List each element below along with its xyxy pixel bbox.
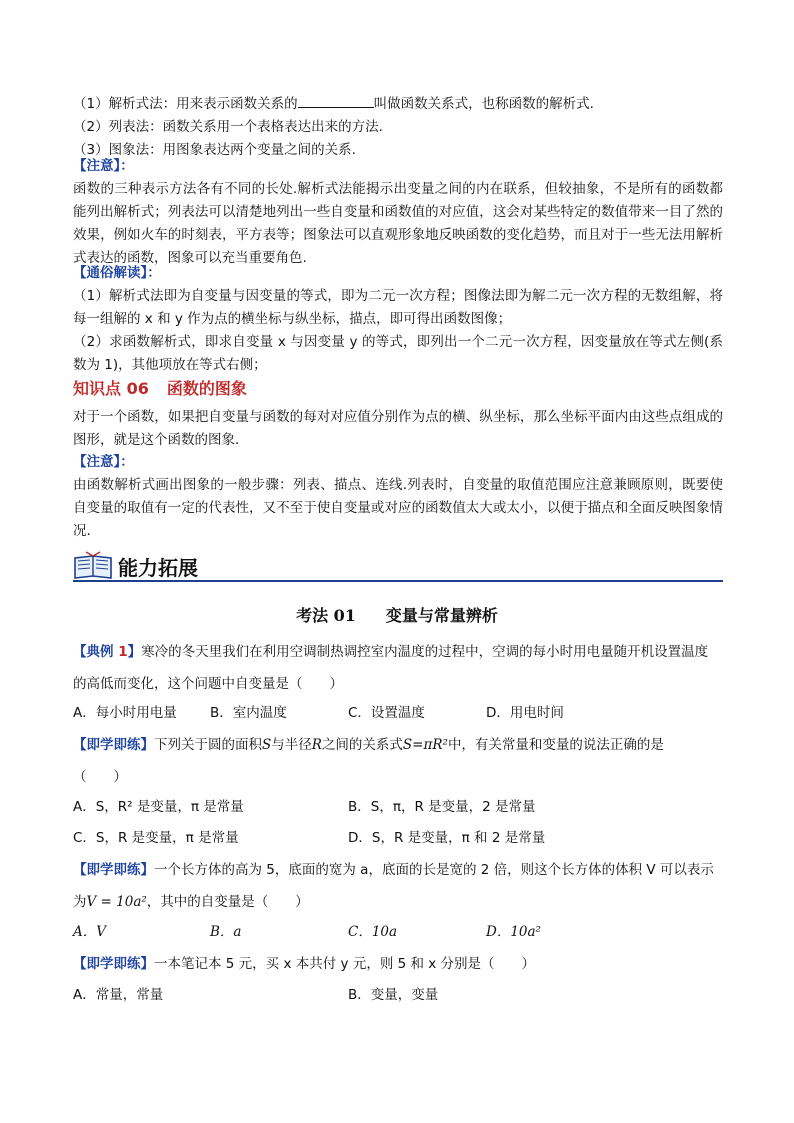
practice-2-text-c: 之间的关系式 — [321, 737, 403, 753]
option-a[interactable]: A．常量，常量 — [73, 987, 164, 1003]
banner-divider — [73, 580, 723, 582]
example-text-2: 的高低而变化，这个问题中自变量是（ ） — [73, 676, 343, 692]
kp-title: 函数的图象 — [166, 379, 247, 398]
practice-3-text-2b: ，其中的自变量是（ ） — [146, 894, 309, 910]
kp06-content — [73, 406, 723, 452]
practice-2-text-a: 下列关于圆的面积 — [154, 737, 262, 753]
practice-3-text-1: 一个长方体的高为 5，底面的宽为 a，底面的长是宽的 2 倍，则这个长方体的体积 V 可以表示 — [154, 862, 714, 878]
practice-2-text-b: 与半径 — [271, 737, 312, 753]
knowledge-point-heading — [73, 376, 247, 399]
option-c[interactable]: C．10a — [348, 924, 398, 940]
example-number: 1 — [118, 644, 128, 660]
method-name: 变量与常量辨析 — [385, 606, 498, 625]
practice-3-text-2a: 为 — [73, 894, 87, 910]
option-b[interactable]: B．室内温度 — [210, 705, 287, 721]
plain-label: 【通俗解读】 — [73, 265, 148, 281]
method-title — [0, 603, 794, 626]
practice-label: 【即学即练】 — [73, 862, 154, 878]
practice-label: 【即学即练】 — [73, 956, 154, 972]
plain-p2: （2）求函数解析式，即求自变量 x 与因变量 y 的等式，即列出一个二元一次方程，因变量放在等式左侧(系数为 1)，其他项放在等式右侧； — [73, 334, 723, 373]
practice-2-text-d: 中，有关常量和变量的说法正确的是 — [447, 737, 664, 753]
book-icon — [73, 550, 113, 580]
option-a[interactable]: A．V — [73, 924, 106, 940]
option-c[interactable]: C．设置温度 — [348, 705, 425, 721]
example-label-close: 】 — [127, 644, 142, 660]
practice-label: 【即学即练】 — [73, 737, 154, 753]
plain-explanation — [73, 262, 723, 377]
practice-2 — [73, 734, 723, 789]
note-colon: ： — [120, 454, 134, 470]
plain-p1: （1）解析式法即为自变量与因变量的等式，即为二元一次方程；图像法即为解二元一次方程的无数组解，将每一组解的 x 和 y 作为点的横坐标与纵坐标，描点，即可得出函数图像； — [73, 288, 723, 327]
note-1-text: 函数的三种表示方法各有不同的长处.解析式法能揭示出变量之间的内在联系，但较抽象，不是所有的函数都能列出解析式；列表法可以清楚地列出一些自变量和函数值的对应值，这会对某些特定的数值带来一目了然的效果，例如火车的时刻表，平方表等；图象法可以直观形象地反映函数的变化趋势，而且对于一些无法用解析式表达的函数，图象可以充当重要角色. — [73, 181, 723, 266]
method-analytic-text-a: （1）解析式法：用来表示函数关系的 — [73, 96, 298, 112]
example-label-open: 【典例 — [73, 644, 119, 660]
note-label: 【注意】 — [73, 454, 121, 470]
option-d[interactable]: D．用电时间 — [486, 705, 564, 721]
plain-colon: ： — [147, 265, 161, 281]
note-1 — [73, 155, 723, 270]
section-banner — [73, 548, 723, 584]
representation-methods — [73, 93, 723, 162]
practice-4 — [73, 953, 723, 976]
var-r: R — [311, 737, 322, 753]
area-formula: S=πR² — [402, 737, 448, 753]
practice-2-text-2: （ ） — [73, 769, 127, 785]
note-label: 【注意】 — [73, 158, 121, 174]
banner-title: 能力拓展 — [118, 556, 198, 580]
method-table: （2）列表法：函数关系用一个表格表达出来的方法. — [73, 119, 383, 135]
method-analytic-text-b: 叫做函数关系式，也称函数的解析式. — [373, 96, 594, 112]
fill-in-blank[interactable] — [298, 93, 374, 108]
option-b[interactable]: B．a — [210, 924, 242, 940]
note-2-text: 由函数解析式画出图象的一般步骤：列表、描点、连线.列表时，自变量的取值范围应注意兼顾原则，既要使自变量的取值有一定的代表性，又不至于使自变量或对应的函数值太大或太小，以便于描点和全面反映图象情况. — [73, 477, 723, 539]
practice-3 — [73, 859, 723, 914]
option-d[interactable]: D．S，R 是变量，π 和 2 是常量 — [348, 830, 546, 846]
kp06-text: 对于一个函数，如果把自变量与函数的每对对应值分别作为点的横、纵坐标，那么坐标平面内由这些点组成的图形，就是这个函数的图象. — [73, 409, 723, 448]
method-graph: （3）图象法：用图象表达两个变量之间的关系. — [73, 142, 356, 158]
var-s: S — [262, 737, 272, 753]
note-colon: ： — [120, 158, 134, 174]
note-2 — [73, 451, 723, 543]
option-a[interactable]: A．S，R² 是变量，π 是常量 — [73, 799, 244, 815]
option-a[interactable]: A．每小时用电量 — [73, 705, 177, 721]
option-d[interactable]: D．10a² — [486, 924, 541, 940]
practice-4-text: 一本笔记本 5 元，买 x 本共付 y 元，则 5 和 x 分别是（ ） — [154, 956, 536, 972]
option-b[interactable]: B．变量，变量 — [348, 987, 439, 1003]
example-1 — [73, 641, 723, 696]
option-b[interactable]: B．S，π，R 是变量，2 是常量 — [348, 799, 536, 815]
option-c[interactable]: C．S，R 是变量，π 是常量 — [73, 830, 239, 846]
method-number: 考法 01 — [296, 606, 356, 625]
example-text-1: 寒冷的冬天里我们在利用空调制热调控室内温度的过程中，空调的每小时用电量随开机设置温度 — [141, 644, 709, 660]
kp-number: 知识点 06 — [73, 379, 149, 398]
volume-formula: V = 10a² — [86, 894, 147, 910]
method-analytic — [73, 93, 723, 116]
